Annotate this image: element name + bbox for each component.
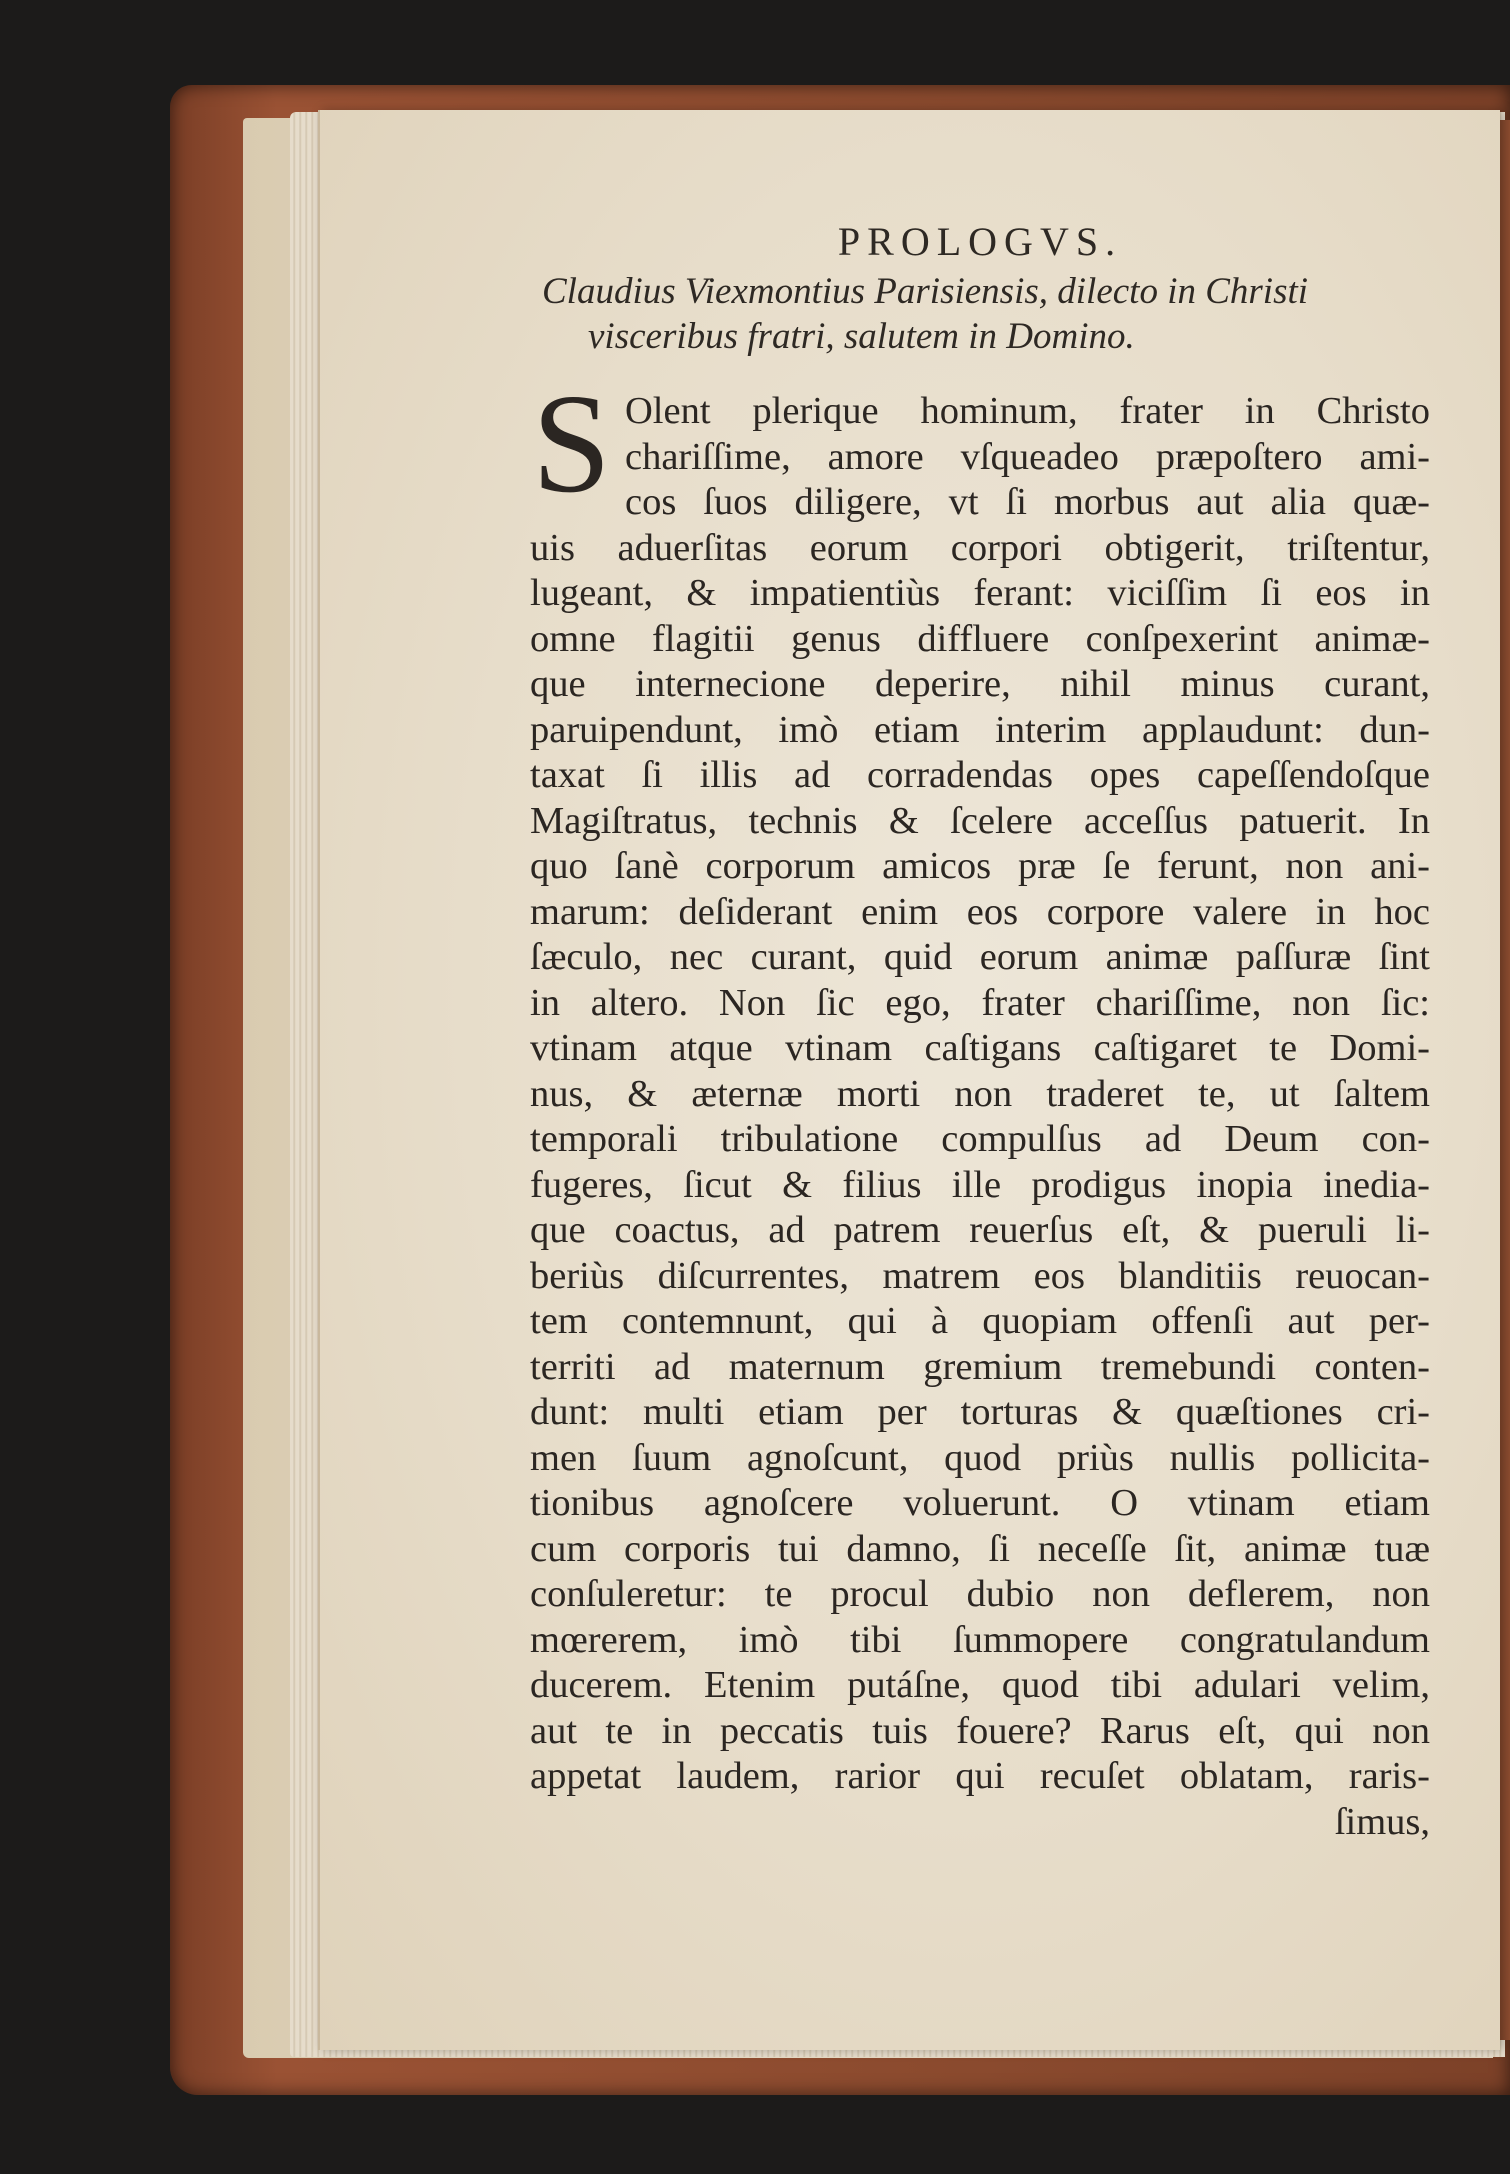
text-line: conſuleretur: te procul dubio non deflerem, non [530,1573,1430,1615]
text-line: lugeant, & impatientiùs ferant: viciſſim ſi eos in [530,572,1430,614]
text-line: cum corporis tui damno, ſi neceſſe ſit, animæ tuæ [530,1527,1430,1570]
text-line: cos ſuos diligere, vt ſi morbus aut alia quæ- [625,481,1430,523]
text-line: uis aduerſitas eorum corpori obtigerit, triſtentur, [530,526,1430,569]
text-line: ſæculo, nec curant, quid eorum animæ paſſuræ ſint [530,936,1430,978]
text-line: temporali tribulatione compulſus ad Deum con- [530,1118,1430,1160]
text-line: dunt: multi etiam per torturas & quæſtiones cri- [530,1391,1430,1433]
text-line: ſimus, [1334,1800,1430,1843]
text-line: tem contemnunt, qui à quopiam offenſi aut per- [530,1300,1430,1342]
text-line: vtinam atque vtinam caſtigans caſtigaret te Domi- [530,1027,1430,1069]
text-line: ducerem. Etenim putáſne, quod tibi adulari velim, [530,1664,1430,1706]
drop-cap: S [532,364,611,522]
text-line: Magiſtratus, technis & ſcelere acceſſus patuerit. In [530,799,1430,842]
text-line: marum: deſiderant enim eos corpore valere in hoc [530,890,1430,933]
text-line: tionibus agnoſcere voluerunt. O vtinam etiam [530,1482,1430,1524]
text-line: men ſuum agnoſcunt, quod priùs nullis pollicita- [530,1436,1430,1479]
address-line: Claudius Viexmontius Parisiensis, dilecto in Christi [542,271,1309,312]
text-line: mœrerem, imò tibi ſummopere congratulandum [530,1618,1430,1661]
text-line: in altero. Non ſic ego, frater chariſſime, non ſic: [530,981,1430,1024]
text-line: territi ad maternum gremium tremebundi conten- [530,1345,1430,1388]
text-line: que internecione deperire, nihil minus curant, [530,663,1430,705]
text-line: omne flagitii genus diffluere conſpexerint animæ- [530,617,1430,660]
text-line: beriùs diſcurrentes, matrem eos blanditiis reuocan- [530,1254,1430,1297]
running-head: PROLOGVS. [837,219,1123,264]
text-line: nus, & æternæ morti non traderet te, ut ſaltem [530,1072,1430,1115]
text-line: que coactus, ad patrem reuerſus eſt, & pueruli li- [530,1209,1430,1251]
text-line: aut te in peccatis tuis fouere? Rarus eſt, qui non [530,1709,1430,1752]
address-line: visceribus fratri, salutem in Domino. [588,316,1135,357]
text-line: appetat laudem, rarior qui recuſet oblatam, raris- [530,1755,1430,1797]
text-line: fugeres, ſicut & filius ille prodigus inopia inedia- [530,1163,1430,1206]
text-line: quo ſanè corporum amicos præ ſe ferunt, non ani- [530,845,1430,887]
text-line: Olent plerique hominum, frater in Christo [625,390,1430,432]
text-line: paruipendunt, imò etiam interim applaudunt: dun- [530,708,1430,751]
text-line: chariſſime, amore vſqueadeo præpoſtero ami- [625,435,1430,478]
text-line: taxat ſi illis ad corradendas opes capeſſendoſque [530,754,1430,796]
